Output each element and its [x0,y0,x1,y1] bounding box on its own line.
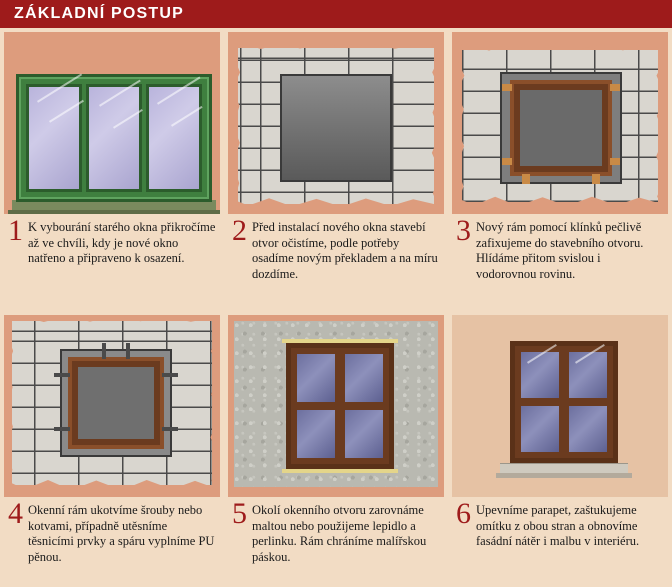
anchor-screw [102,343,106,359]
glass-highlight [527,344,557,364]
step-number: 5 [232,497,247,530]
illustration-5 [228,315,444,497]
step-number: 1 [8,214,23,247]
wedge [610,84,620,91]
new-window-frame [510,80,612,176]
glass-highlight [99,80,141,107]
window-sill-edge [496,473,632,478]
window-pane [297,354,335,402]
step-text: Okolí okenního otvoru zarovnáme maltou nebo použijeme lepidlo a perlinku. Rám chráníme malířskou páskou. [252,503,427,564]
step-number: 2 [232,214,247,247]
illustration-6 [452,315,668,497]
anchor-screw [54,427,70,431]
masking-tape [282,469,398,473]
anchor-screw [54,373,70,377]
step-card-1 [0,28,224,311]
window-frame [510,341,618,463]
illustration-4 [4,315,220,497]
wedge [502,84,512,91]
step-card-5 [224,311,448,587]
caption-1 [0,214,224,267]
window-sill-edge [8,210,220,214]
step-text: Okenní rám ukotvíme šrouby nebo kotvami, případně utěsníme těsnicími prvky a spáru vyplníme PU pěnou. [28,503,215,564]
caption-6 [448,497,672,550]
step-number: 6 [456,497,471,530]
step-text: Upevníme parapet, zaštukujeme omítku z obou stran a obnovíme fasádní nátěr i malbu v interiéru. [476,503,640,548]
wedge [610,158,620,165]
wedge [592,174,600,184]
wall-opening [280,74,392,182]
step-number: 3 [456,214,471,247]
step-text: Nový rám pomocí klínků pečlivě zafixujeme do stavebního otvoru. Hlídáme přitom svislou i vodorovnou rovinu. [476,220,644,281]
caption-4 [0,497,224,565]
window-pane [569,352,607,398]
frame-inner-void [78,367,154,439]
page-title: ZÁKLADNÍ POSTUP [14,5,184,22]
step-text: K vybourání starého okna přikročíme až ve chvíli, kdy je nové okno natřeno a připraveno k osazení. [28,220,216,265]
window-pane-center [86,84,142,192]
step-card-2 [224,28,448,311]
new-window-frame [68,357,164,449]
window-pane [297,410,335,458]
anchor-screw [162,373,178,377]
steps-grid [0,28,672,587]
glass-highlight [171,106,203,127]
window-frame [286,343,394,469]
wedge [502,158,512,165]
window-pane [521,352,559,398]
window-pane [569,406,607,452]
window-pane [345,410,383,458]
caption-5 [224,497,448,565]
illustration-2 [228,32,444,214]
anchor-screw [162,427,178,431]
step-card-3 [448,28,672,311]
window-pane-right [146,84,202,192]
glass-highlight [49,100,84,123]
glass-highlight [113,109,143,129]
frame-inner-void [520,90,602,166]
window-pane-left [26,84,82,192]
anchor-screw [126,343,130,359]
step-number: 4 [8,497,23,530]
illustration-3 [452,32,668,214]
masking-tape [282,339,398,343]
caption-3 [448,214,672,282]
glass-highlight [575,344,605,364]
window-pane [345,354,383,402]
step-card-4 [0,311,224,587]
illustration-1 [4,32,220,214]
step-card-6 [448,311,672,587]
step-text: Před instalací nového okna stavebí otvor očistíme, podle potřeby osadíme novým překladem a na míru dozdíme. [252,220,438,281]
header-bar [0,0,672,28]
window-pane [521,406,559,452]
wedge [522,174,530,184]
caption-2 [224,214,448,282]
